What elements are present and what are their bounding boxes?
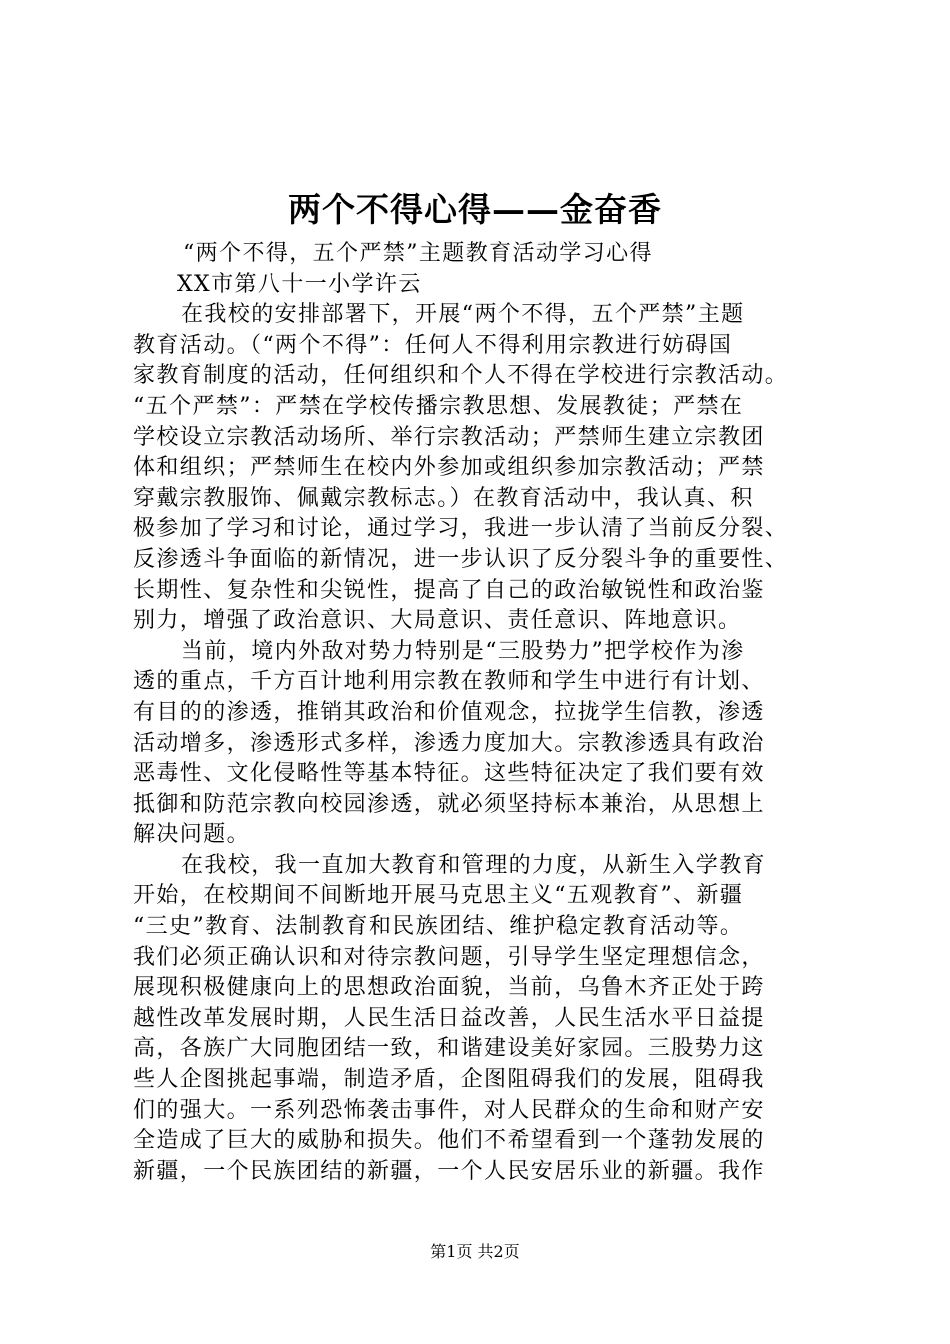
body-line: 抵御和防范宗教向校园渗透，就必须坚持标本兼治，从思想上 xyxy=(133,791,765,817)
body-line: 在我校，我一直加大教育和管理的力度，从新生入学教育 xyxy=(181,852,767,878)
body-line: 反渗透斗争面临的新情况，进一步认识了反分裂斗争的重要性、 xyxy=(133,546,789,572)
body-line: 极参加了学习和讨论，通过学习，我进一步认清了当前反分裂、 xyxy=(133,516,789,542)
body-line: 别力，增强了政治意识、大局意识、责任意识、阵地意识。 xyxy=(133,608,742,634)
body-line: 长期性、复杂性和尖锐性，提高了自己的政治敏锐性和政治鉴 xyxy=(133,577,765,603)
body-line: 些人企图挑起事端，制造矛盾，企图阻碍我们的发展，阻碍我 xyxy=(133,1067,765,1093)
body-line: 体和组织；严禁师生在校内外参加或组织参加宗教活动；严禁 xyxy=(133,455,765,481)
body-line: “五个严禁”：严禁在学校传播宗教思想、发展教徒；严禁在 xyxy=(133,393,744,419)
body-line: 当前，境内外敌对势力特别是“三股势力”把学校作为渗 xyxy=(181,638,745,664)
body-line: 在我校的安排部署下，开展“两个不得，五个严禁”主题 xyxy=(181,302,745,328)
body-line: 活动增多，渗透形式多样，渗透力度加大。宗教渗透具有政治 xyxy=(133,730,765,756)
body-line: 全造成了巨大的威胁和损失。他们不希望看到一个蓬勃发展的 xyxy=(133,1128,765,1154)
body-line: 们的强大。一系列恐怖袭击事件，对人民群众的生命和财产安 xyxy=(133,1097,765,1123)
page-footer: 第1页 共2页 xyxy=(430,1242,520,1261)
document-title: 两个不得心得——金奋香 xyxy=(288,190,662,229)
document-body xyxy=(133,239,833,1187)
body-line: 开始，在校期间不间断地开展马克思主义“五观教育”、新疆 xyxy=(133,883,744,909)
body-line: 恶毒性、文化侵略性等基本特征。这些特征决定了我们要有效 xyxy=(133,761,765,787)
document-author: XX市第八十一小学许云 xyxy=(177,271,422,297)
body-line: 教育活动。（“两个不得”：任何人不得利用宗教进行妨碍国 xyxy=(133,332,733,358)
body-line: 我们必须正确认识和对待宗教问题，引导学生坚定理想信念， xyxy=(133,944,765,970)
body-line: 解决问题。 xyxy=(133,822,251,848)
body-line: 有目的的渗透，推销其政治和价值观念，拉拢学生信教，渗透 xyxy=(133,699,765,725)
body-line: 家教育制度的活动，任何组织和个人不得在学校进行宗教活动。 xyxy=(133,363,789,389)
body-line: 学校设立宗教活动场所、举行宗教活动；严禁师生建立宗教团 xyxy=(133,424,765,450)
body-line: 透的重点，千方百计地利用宗教在教师和学生中进行有计划、 xyxy=(133,669,765,695)
body-line: 新疆，一个民族团结的新疆，一个人民安居乐业的新疆。我作 xyxy=(133,1158,765,1184)
body-line: 越性改革发展时期，人民生活日益改善，人民生活水平日益提 xyxy=(133,1005,765,1031)
body-line: 展现积极健康向上的思想政治面貌，当前，乌鲁木齐正处于跨 xyxy=(133,975,765,1001)
body-line: 穿戴宗教服饰、佩戴宗教标志。）在教育活动中，我认真、积 xyxy=(133,485,754,511)
document-subtitle: “两个不得，五个严禁”主题教育活动学习心得 xyxy=(183,241,653,266)
body-line: “三史”教育、法制教育和民族团结、维护稳定教育活动等。 xyxy=(133,914,744,940)
body-line: 高，各族广大同胞团结一致，和谐建设美好家园。三股势力这 xyxy=(133,1036,765,1062)
